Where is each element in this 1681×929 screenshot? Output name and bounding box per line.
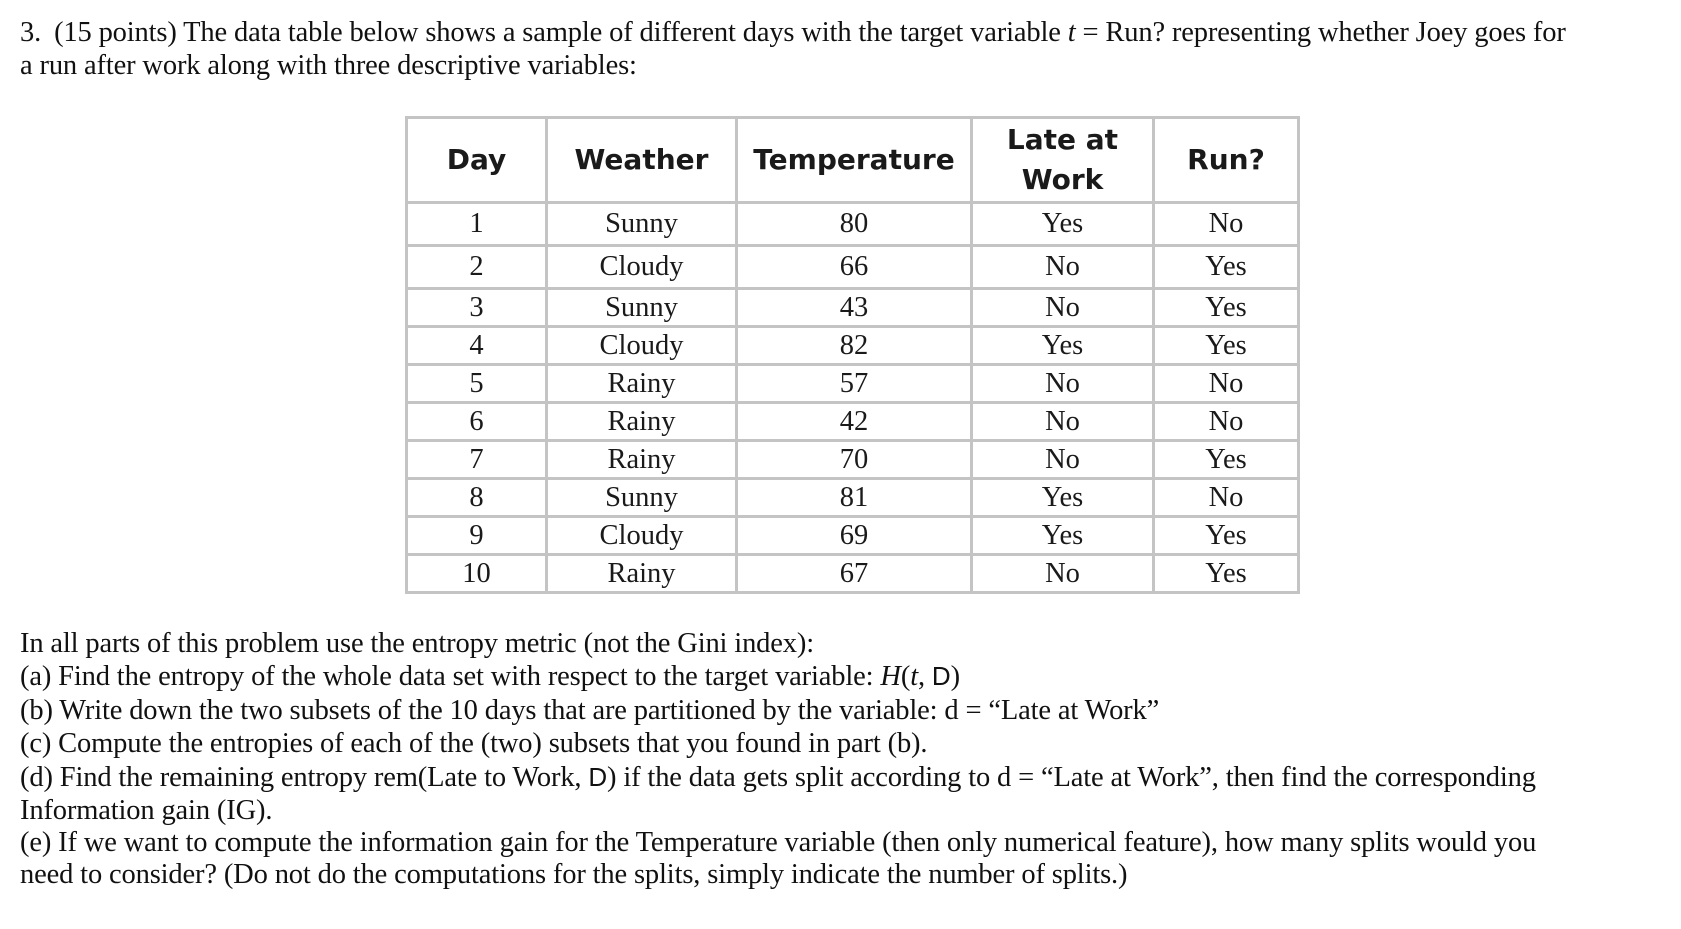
header-late-line-1: Late at [1006,123,1119,156]
cell-run: No [1154,479,1299,517]
cell-temperature: 42 [737,403,972,441]
cell-late: No [972,555,1154,593]
header-run: Run? [1154,118,1299,203]
cell-late: No [972,289,1154,327]
table-row [407,289,1299,327]
cell-temperature: 67 [737,555,972,593]
formula-open-paren: ( [900,661,911,692]
cell-day: 9 [407,517,547,555]
cell-temperature: 82 [737,327,972,365]
problem-number: 3. [20,17,42,48]
question-d-text-1: (d) Find the remaining entropy rem(Late to Work, [20,762,589,793]
cell-weather: Sunny [547,479,737,517]
header-temperature: Temperature [737,118,972,203]
table-row [407,441,1299,479]
header-late-at-work [972,118,1154,203]
cell-day: 4 [407,327,547,365]
table-row [407,365,1299,403]
cell-weather: Cloudy [547,327,737,365]
table-row [407,327,1299,365]
cell-temperature: 57 [737,365,972,403]
cell-weather: Rainy [547,555,737,593]
cell-day: 2 [407,246,547,289]
cell-weather: Sunny [547,289,737,327]
intro-text-b: = Run? representing whether Joey goes for [1082,17,1566,48]
cell-run: No [1154,365,1299,403]
cell-late: No [972,246,1154,289]
cell-run: Yes [1154,327,1299,365]
problem-intro [20,16,1670,82]
table-row [407,479,1299,517]
cell-run: Yes [1154,517,1299,555]
header-day: Day [407,118,547,203]
cell-late: Yes [972,517,1154,555]
question-c: (c) Compute the entropies of each of the (two) subsets that you found in part (b). [20,728,928,759]
cell-late: Yes [972,479,1154,517]
question-d-line-2: Information gain (IG). [20,795,273,826]
cell-late: Yes [972,327,1154,365]
problem-points: (15 points) [54,17,177,48]
cell-run: Yes [1154,289,1299,327]
data-table [405,116,1300,594]
cell-weather: Cloudy [547,246,737,289]
cell-run: No [1154,403,1299,441]
cell-day: 10 [407,555,547,593]
cell-late: No [972,365,1154,403]
table-header-row [407,118,1299,203]
table-row [407,403,1299,441]
table-row [407,517,1299,555]
question-a [20,660,1670,693]
cell-temperature: 69 [737,517,972,555]
cell-late: No [972,403,1154,441]
cell-late: Yes [972,203,1154,246]
intro-line-2: a run after work along with three descriptive variables: [20,50,637,81]
cell-weather: Rainy [547,403,737,441]
questions-block [20,628,1670,891]
cell-run: Yes [1154,555,1299,593]
question-d [20,760,1670,795]
cell-temperature: 43 [737,289,972,327]
formula-sep: , [917,661,932,692]
cell-run: No [1154,203,1299,246]
question-a-text: (a) Find the entropy of the whole data set with respect to the target variable: [20,661,874,692]
cell-day: 8 [407,479,547,517]
cell-day: 1 [407,203,547,246]
formula-t: t [910,661,918,692]
cell-temperature: 70 [737,441,972,479]
question-d-text-2: ) if the data gets split according to d = “Late at Work”, then find the corresponding [607,762,1536,793]
cell-late: No [972,441,1154,479]
question-e-line-1: (e) If we want to compute the information gain for the Temperature variable (then only numerical feature), how many splits would you [20,827,1537,858]
table-row [407,203,1299,246]
table-row [407,555,1299,593]
formula-close-paren: ) [950,661,960,692]
header-weather: Weather [547,118,737,203]
formula-H: H [880,661,901,692]
cell-day: 6 [407,403,547,441]
questions-preface: In all parts of this problem use the entropy metric (not the Gini index): [20,628,814,659]
cell-run: Yes [1154,441,1299,479]
cell-temperature: 81 [737,479,972,517]
cell-weather: Rainy [547,365,737,403]
formula-D: D [931,661,951,691]
cell-day: 7 [407,441,547,479]
cell-run: Yes [1154,246,1299,289]
question-e-line-2: need to consider? (Do not do the computations for the splits, simply indicate the number of splits.) [20,859,1128,890]
cell-day: 5 [407,365,547,403]
data-table-container [405,116,1300,594]
intro-line-1 [20,16,1670,49]
cell-temperature: 80 [737,203,972,246]
cell-weather: Sunny [547,203,737,246]
cell-day: 3 [407,289,547,327]
question-d-D: D [588,762,608,792]
target-variable-t: t [1067,17,1076,48]
cell-weather: Cloudy [547,517,737,555]
intro-text-a: The data table below shows a sample of different days with the target variable [183,17,1061,48]
cell-temperature: 66 [737,246,972,289]
cell-weather: Rainy [547,441,737,479]
header-late-line-2: Work [1021,163,1104,196]
question-b: (b) Write down the two subsets of the 10 days that are partitioned by the variable: d = “Late at Work” [20,695,1160,726]
table-row [407,246,1299,289]
